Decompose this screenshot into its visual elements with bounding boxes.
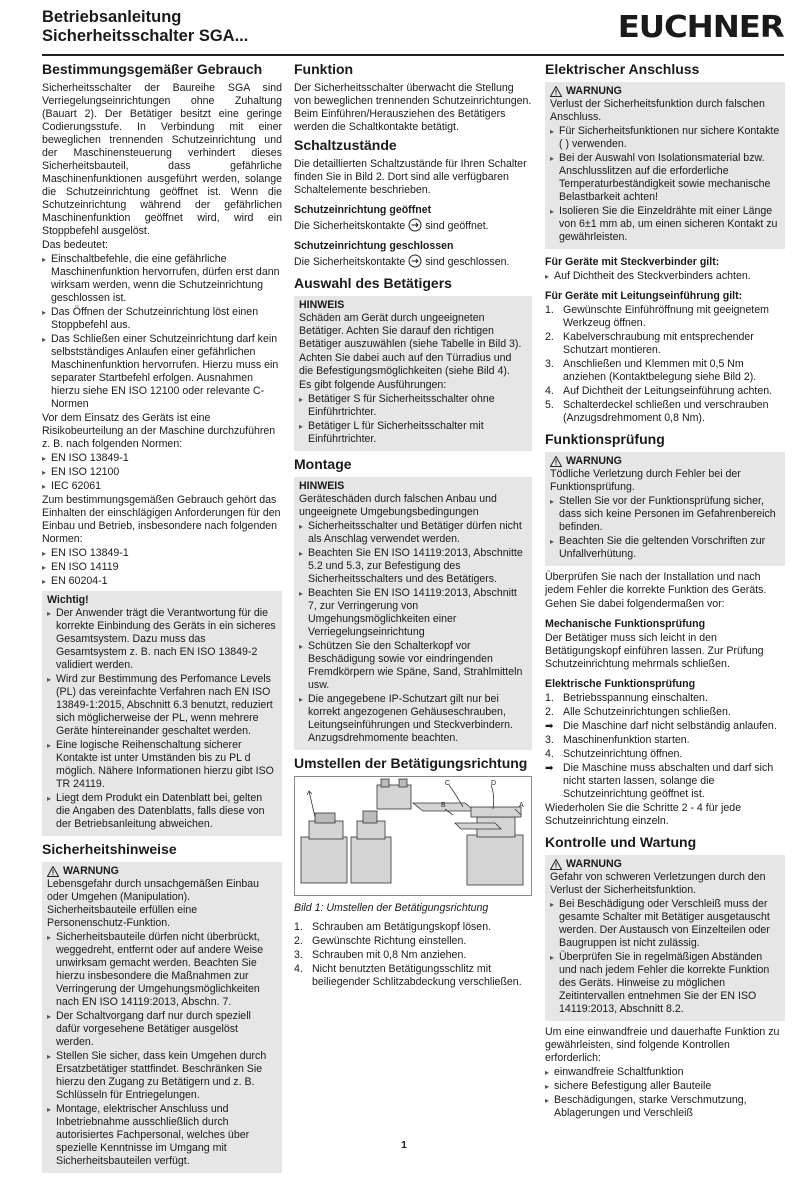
- paragraph: Die detaillierten Schaltzustände für Ihren Schalter finden Sie in Bild 2. Dort sind alle verfügbaren Schaltelemente beschrieben.: [294, 158, 527, 196]
- heading-elektrischer-anschluss: Elektrischer Anschluss: [545, 61, 700, 77]
- subheading-mechanisch: Mechanische Funktionsprüfung: [545, 618, 706, 630]
- warning-title: WARNUNG: [566, 858, 622, 870]
- bullet-list: [550, 495, 780, 561]
- figure-label-d: D: [491, 780, 497, 787]
- document-title-line1: Betriebsanleitung: [42, 8, 182, 26]
- header-rule: [42, 54, 784, 56]
- heading-umstellen: Umstellen der Betätigungsrichtung: [294, 755, 528, 771]
- list-item: ▸ Sicherheitsschalter und Betätiger dürfen nicht als Anschlag verwendet werden.: [299, 520, 527, 546]
- list-item: ▸ Montage, elektrischer Anschluss und Inbetriebnahme ausschließlich durch autorisiertes Fachpersonal, welches über spezielle Kenntnisse im Umgang mit Sicherheitsbauteilen verfügt.: [47, 1103, 277, 1168]
- paragraph: Sicherheitsschalter der Baureihe SGA sind Verriegelungseinrichtungen ohne Zuhaltung (Bauart 2). Der Betätiger besitzt eine geringe Codierungsstufe. In Verbindung mit einer beweglichen trennenden Schutzeinrichtung und der Maschinensteuerung verhindert dieses Sicherheitsbauteil, dass gefährliche Maschinenfunktionen ausgeführt werden, solange die Schutzeinrichtung geöffnet ist. Wenn die Schutzeinrichtung während der gefährlichen Maschinenfunktion geöffnet wird, wird ein Stoppbefehl ausgelöst.: [42, 82, 282, 237]
- list-item: ▸ Betätiger L für Sicherheitsschalter mit Einführtrichter.: [299, 420, 527, 446]
- notice-title: HINWEIS: [299, 480, 345, 492]
- list-item: ▸ Das Öffnen der Schutzeinrichtung löst einen Stoppbefehl aus.: [42, 306, 282, 332]
- list-item: 3. Maschinenfunktion starten.: [545, 734, 690, 746]
- list-item: ▸ Liegt dem Produkt ein Datenblatt bei, gelten die Angaben des Datenblatts, falls diese von der Betriebsanleitung abweichen.: [47, 792, 277, 831]
- page-number: 1: [401, 1140, 407, 1151]
- document-title-line2: Sicherheitsschalter SGA...: [42, 27, 249, 45]
- bullet-list: [299, 393, 527, 446]
- list-item: 5. Schalterdeckel schließen und verschrauben (Anzugsdrehmoment 0,8 Nm).: [545, 399, 769, 424]
- paragraph: Die Sicherheitskontakte sind geöffnet.: [294, 220, 489, 232]
- list-item: 3. Schrauben mit 0,8 Nm anziehen.: [294, 949, 467, 961]
- list-item: ▸ EN ISO 12100: [42, 466, 282, 479]
- arrow-right-icon: ➡: [545, 721, 554, 732]
- paragraph: Der Betätiger muss sich leicht in den Betätigungskopf einführen lassen. Zur Prüfung Schutzeinrichtung mehrmals schließen.: [545, 632, 764, 670]
- list-item: ▸ Wird zur Bestimmung des Perfomance Levels (PL) das vereinfachte Verfahren nach EN ISO 13849-1:2015, Abschnitt 6.3 benutzt, reduziert sich möglicherweise der PL, wenn mehrere Geräte hintereinander geschaltet werden.: [47, 673, 277, 738]
- list-item: ▸ Schützen Sie den Schalterkopf vor Beschädigung sowie vor eindringenden Fremdkörpern wie Späne, Sand, Strahlmitteln usw.: [299, 640, 527, 692]
- list-item: ▸ einwandfreie Schaltfunktion: [545, 1066, 785, 1079]
- list-item: ▸ EN ISO 13849-1: [42, 547, 282, 560]
- warning-icon: [550, 86, 562, 97]
- warning-box: [545, 452, 785, 566]
- list-item: ▸ Beachten Sie EN ISO 14119:2013, Abschnitt 7, zur Verringerung von Umgehungsmöglichkeiten einer Verriegelungseinrichtung: [299, 587, 527, 639]
- list-item: ▸ Der Schaltvorgang darf nur durch speziell dafür vorgesehene Betätiger ausgelöst werden.: [47, 1010, 277, 1049]
- paragraph: Die Sicherheitskontakte sind geschlossen.: [294, 256, 510, 268]
- list-item: ▸ Sicherheitsbauteile dürfen nicht überbrückt, weggedreht, entfernt oder auf andere Weise unwirksam gemacht werden. Beachten Sie hierzu insbesondere die Maßnahmen zur Verringerung der Umgehungsmöglichkeiten nach EN ISO 14119:2013, Abschn. 7.: [47, 931, 277, 1009]
- bullet-list: [545, 270, 785, 283]
- warning-icon: [550, 456, 562, 467]
- list-item: 1. Betriebsspannung einschalten.: [545, 692, 708, 704]
- heading-montage: Montage: [294, 456, 352, 472]
- list-item: ▸ EN 60204-1: [42, 575, 282, 588]
- list-item: ▸ Betätiger S für Sicherheitsschalter ohne Einführtrichter.: [299, 393, 527, 419]
- list-item: ▸ Der Anwender trägt die Verantwortung für die korrekte Einbindung des Geräts in ein sicheres Gesamtsystem. Dazu muss das Gesamtsystem z. B. nach EN ISO 13849-2 validiert werden.: [47, 607, 277, 672]
- list-item: 4. Nicht benutzten Betätigungsschlitz mit beiliegender Schlitzabdeckung verschließen.: [294, 963, 522, 988]
- paragraph: Das bedeutet:: [42, 239, 108, 251]
- list-item: ▸ EN ISO 14119: [42, 561, 282, 574]
- paragraph: Schäden am Gerät durch ungeeigneten Betätiger. Achten Sie darauf den richtigen Betätiger auszuwählen (siehe Tabelle in Bild 3).: [299, 312, 522, 350]
- paragraph: Verlust der Sicherheitsfunktion durch falschen Anschluss.: [550, 98, 765, 123]
- bullet-list: [545, 1066, 785, 1120]
- notice-box: [294, 477, 532, 750]
- paragraph: Gehen Sie dabei folgendermaßen vor:: [545, 598, 725, 610]
- bullet-list: [47, 931, 277, 1168]
- safety-contact-icon: [408, 254, 422, 268]
- heading-auswahl: Auswahl des Betätigers: [294, 275, 452, 291]
- bullet-list: [299, 520, 527, 745]
- heading-sicherheitshinweise: Sicherheitshinweise: [42, 841, 177, 857]
- warning-title: WARNUNG: [566, 85, 622, 97]
- notice-title: HINWEIS: [299, 299, 345, 311]
- list-item: 4. Schutzeinrichtung öffnen.: [545, 748, 683, 760]
- paragraph: Gefahr von schweren Verletzungen durch den Verlust der Sicherheitsfunktion.: [550, 871, 766, 896]
- figure-umstellen: [294, 776, 532, 896]
- heading-funktion: Funktion: [294, 61, 354, 77]
- list-item: ▸ sichere Befestigung aller Bauteile: [545, 1080, 785, 1093]
- list-item: 2. Gewünschte Richtung einstellen.: [294, 935, 467, 947]
- heading-bestimmung: Bestimmungsgemäßer Gebrauch: [42, 61, 263, 77]
- list-item: ▸ Stellen Sie sicher, dass kein Umgehen durch Ersatzbetätiger stattfindet. Beschränken Sie hierzu den Zugang zu Betätigern und z. B. Schlüsseln für Entriegelungen.: [47, 1050, 277, 1102]
- bullet-list: [550, 125, 780, 244]
- safety-contact-icon: [408, 218, 422, 232]
- paragraph: Zum bestimmungsgemäßen Gebrauch gehört das Einhalten der einschlägigen Anforderungen für den Einbau und Betrieb, insbesondere nach folgenden Normen:: [42, 494, 281, 545]
- list-item: 1. Schrauben am Betätigungskopf lösen.: [294, 921, 492, 933]
- list-item: ▸ Stellen Sie vor der Funktionsprüfung sicher, dass sich keine Personen im Gefahrenbereich befinden.: [550, 495, 780, 534]
- bullet-list: [550, 898, 780, 1016]
- list-item: ▸ Isolieren Sie die Einzeldrähte mit einer Länge von 6±1 mm ab, um einen sicheren Kontakt zu gewährleisten.: [550, 205, 780, 244]
- bullet-list: [42, 253, 282, 411]
- paragraph: Geräteschäden durch falschen Anbau und ungeeignete Umgebungsbedingungen: [299, 493, 497, 518]
- paragraph: Vor dem Einsatz des Geräts ist eine Risikobeurteilung an der Maschine durchzuführen z. B. nach folgenden Normen:: [42, 412, 276, 450]
- arrow-right-icon: ➡: [545, 763, 554, 774]
- list-item: 1. Gewünschte Einführöffnung mit geeignetem Werkzeug öffnen.: [545, 304, 769, 329]
- warning-box: [42, 862, 282, 1173]
- subheading-steckverbinder: Für Geräte mit Steckverbinder gilt:: [545, 256, 720, 268]
- paragraph: Tödliche Verletzung durch Fehler bei der Funktionsprüfung.: [550, 468, 741, 493]
- figure-label-b: B: [441, 802, 446, 809]
- list-item: ▸ IEC 62061: [42, 480, 282, 493]
- bullet-list: [42, 452, 282, 493]
- column-1: [42, 58, 282, 1178]
- list-item: ➡ Die Maschine muss abschalten und darf sich nicht starten lassen, solange die Schutzeinrichtung geöffnet ist.: [545, 762, 774, 800]
- paragraph: Es gibt folgende Ausführungen:: [299, 379, 447, 391]
- list-item: ▸ Beschädigungen, starke Verschmutzung, Ablagerungen und Verschleiß: [545, 1094, 785, 1120]
- list-item: ▸ Die angegebene IP-Schutzart gilt nur bei korrekt angezogenen Gehäuseschrauben, Leitungseinführungen und Steckverbindern. Anzugsdrehmomente beachten.: [299, 693, 527, 745]
- figure-label-c: C: [445, 780, 451, 787]
- column-2: [294, 58, 532, 990]
- warning-box: [545, 855, 785, 1021]
- warning-icon: [550, 859, 562, 870]
- paragraph: Lebensgefahr durch unsachgemäßen Einbau oder Umgehen (Manipulation). Sicherheitsbauteile erfüllen eine Personenschutz-Funktion.: [47, 878, 260, 929]
- warning-title: WARNUNG: [63, 865, 119, 877]
- subheading-geoeffnet: Schutzeinrichtung geöffnet: [294, 204, 432, 216]
- important-title: Wichtig!: [47, 594, 89, 606]
- list-item: 3. Anschließen und Klemmen mit 0,5 Nm anziehen (Kontaktbelegung siehe Bild 2).: [545, 358, 757, 383]
- notice-box: [294, 296, 532, 451]
- subheading-leitungseinfuehrung: Für Geräte mit Leitungseinführung gilt:: [545, 290, 743, 302]
- list-item: ▸ Überprüfen Sie in regelmäßigen Abständen und nach jedem Fehler die korrekte Funktion des Geräts. Hinweise zu möglichen Zeitintervallen entnehmen Sie der EN ISO 14119:2013, Abschnitt 8.2.: [550, 951, 780, 1016]
- list-item: ▸ Das Schließen einer Schutzeinrichtung darf kein selbstständiges Anlaufen einer gefährlichen Maschinenfunktion hervorrufen. Hierzu muss ein separater Startbefehl erfolgen. Ausnahmen hierzu siehe EN ISO 12100 oder relevante C-Normen: [42, 333, 282, 411]
- numbered-list: [545, 692, 785, 801]
- paragraph: Achten Sie dabei auch auf den Türradius und die Befestigungsmöglichkeiten (siehe Bild 4).: [299, 352, 512, 377]
- heading-kontrolle-wartung: Kontrolle und Wartung: [545, 834, 697, 850]
- list-item: ➡ Die Maschine darf nicht selbständig anlaufen.: [545, 720, 777, 732]
- heading-schaltzustaende: Schaltzustände: [294, 137, 397, 153]
- heading-funktionspruefung: Funktionsprüfung: [545, 431, 665, 447]
- euchner-logo: EUCHNER: [618, 10, 784, 45]
- numbered-list: [545, 304, 785, 425]
- list-item: ▸ Einschaltbefehle, die eine gefährliche Maschinenfunktion hervorrufen, dürfen erst dann wirksam werden, wenn die Schutzeinrichtung geschlossen ist.: [42, 253, 282, 305]
- numbered-list: [294, 921, 532, 989]
- list-item: 2. Kabelverschraubung mit entsprechender Schutzart montieren.: [545, 331, 754, 356]
- list-item: 2. Alle Schutzeinrichtungen schließen.: [545, 706, 731, 718]
- list-item: ▸ EN ISO 13849-1: [42, 452, 282, 465]
- column-3: [545, 58, 785, 1121]
- document-header: [42, 8, 248, 46]
- list-item: ▸ Auf Dichtheit des Steckverbinders achten.: [545, 270, 785, 283]
- important-box: [42, 591, 282, 836]
- paragraph: Überprüfen Sie nach der Installation und nach jedem Fehler die korrekte Funktion des Geräts.: [545, 571, 767, 596]
- figure-label-a: A: [519, 802, 524, 809]
- warning-icon: [47, 866, 59, 877]
- list-item: 4. Auf Dichtheit der Leitungseinführung achten.: [545, 385, 773, 397]
- list-item: ▸ Bei Beschädigung oder Verschleiß muss der gesamte Schalter mit Betätiger ausgetauscht werden. Der Austausch von Einzelteilen oder Baugruppen ist nicht zulässig.: [550, 898, 780, 950]
- paragraph: Um eine einwandfreie und dauerhafte Funktion zu gewährleisten, sind folgende Kontrollen erforderlich:: [545, 1026, 780, 1064]
- list-item: ▸ Eine logische Reihenschaltung sicherer Kontakte ist unter Umständen bis zu PL d möglich. Nähere Informationen hierzu gibt ISO TR 24119.: [47, 739, 277, 791]
- list-item: ▸ Für Sicherheitsfunktionen nur sichere Kontakte ( ) verwenden.: [550, 125, 780, 151]
- subheading-elektrisch: Elektrische Funktionsprüfung: [545, 678, 696, 690]
- subheading-geschlossen: Schutzeinrichtung geschlossen: [294, 240, 454, 252]
- warning-box: [545, 82, 785, 249]
- bullet-list: [42, 547, 282, 588]
- list-item: ▸ Beachten Sie EN ISO 14119:2013, Abschnitte 5.2 und 5.3, zur Befestigung des Sicherheitsschalters und des Betätigers.: [299, 547, 527, 586]
- warning-title: WARNUNG: [566, 455, 622, 467]
- paragraph: Wiederholen Sie die Schritte 2 - 4 für jede Schutzeinrichtung einzeln.: [545, 802, 742, 827]
- list-item: ▸ Bei der Auswahl von Isolationsmaterial bzw. Anschlusslitzen auf die erforderliche Temperaturbeständigkeit sowie mechanische Belastbarkeit achten!: [550, 152, 780, 204]
- bullet-list: [47, 607, 277, 831]
- switch-illustration: [295, 777, 531, 893]
- paragraph: Der Sicherheitsschalter überwacht die Stellung von beweglichen trennenden Schutzeinrichtungen. Beim Einführen/Herausziehen des Betätigers werden die Schaltkontakte betätigt.: [294, 82, 532, 133]
- list-item: ▸ Beachten Sie die geltenden Vorschriften zur Unfallverhütung.: [550, 535, 780, 561]
- figure-caption: Bild 1: Umstellen der Betätigungsrichtung: [294, 902, 489, 914]
